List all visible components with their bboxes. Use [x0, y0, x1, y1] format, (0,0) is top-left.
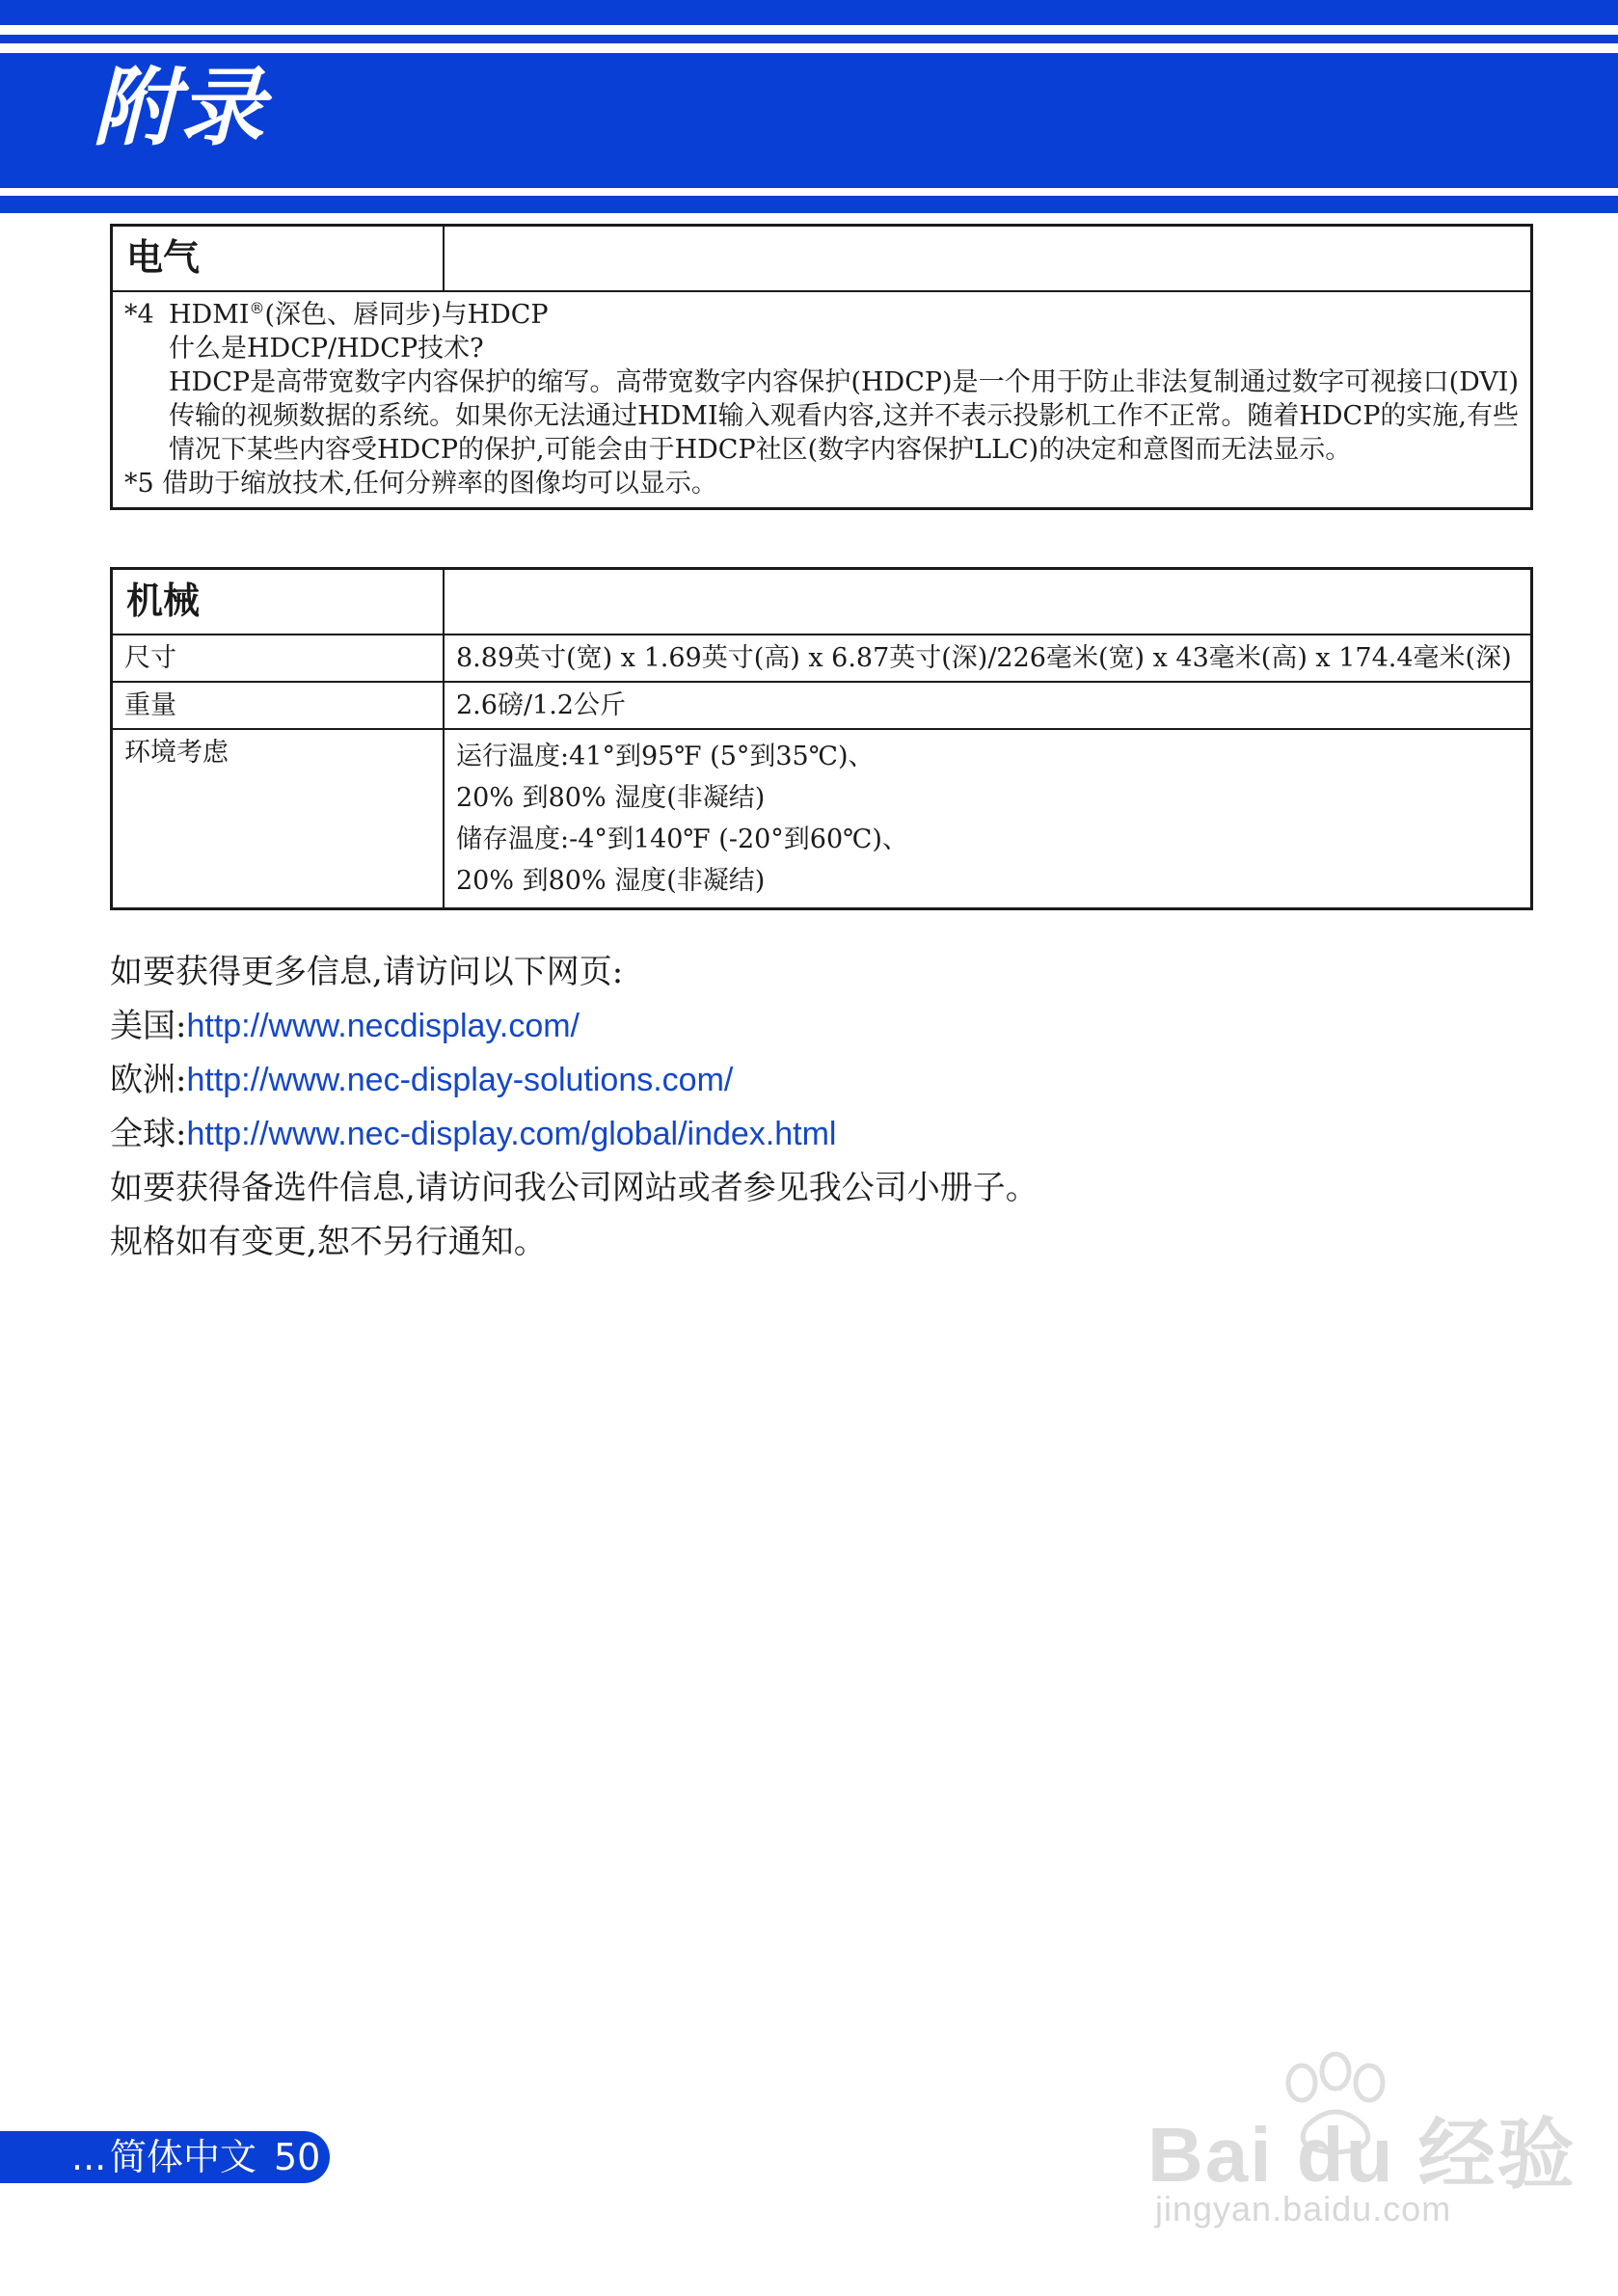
link-row-global [110, 1107, 1038, 1161]
link-us[interactable]: http://www.necdisplay.com/ [186, 1008, 580, 1044]
note4-mark: *4 [124, 300, 154, 330]
electrical-header-empty [444, 226, 1532, 292]
note4-heading-pre: HDMI [169, 300, 250, 330]
header-stripe-thin [0, 35, 1618, 43]
link-row-europe [110, 1053, 1038, 1107]
footer-page-tab [0, 2131, 330, 2183]
table-row [112, 729, 1532, 909]
page-number: 50 [274, 2136, 321, 2178]
note5: *5 借助于缩放技术,任何分辨率的图像均可以显示。 [124, 469, 717, 500]
table-row [112, 682, 1532, 729]
page-title: 附录 [93, 58, 267, 157]
env-line: 20% 到80% 湿度(非凝结) [456, 866, 766, 897]
table-row [112, 635, 1532, 682]
info-intro: 如要获得更多信息,请访问以下网页: [110, 953, 624, 991]
watermark-brand: Bai du 经验 [1147, 2112, 1577, 2198]
note4-heading [124, 298, 1519, 332]
dimensions-value: 8.89英寸(宽) x 1.69英寸(高) x 6.87英寸(深)/226毫米(宽) x 43毫米(高) x 174.4毫米(深) [444, 635, 1532, 682]
env-line: 运行温度:41°到95℉ (5°到35℃)、 [456, 742, 875, 772]
environment-values [444, 729, 1532, 909]
registered-mark: ® [249, 299, 265, 317]
info-section [110, 945, 1038, 1269]
env-line: 20% 到80% 湿度(非凝结) [456, 783, 766, 814]
note4-heading-post: (深色、唇同步)与HDCP [264, 300, 549, 330]
weight-value: 2.6磅/1.2公斤 [444, 682, 1532, 729]
mechanical-header-row [112, 569, 1532, 635]
mechanical-title: 机械 [112, 569, 445, 635]
electrical-notes-row [112, 291, 1532, 508]
link-europe[interactable]: http://www.nec-display-solutions.com/ [186, 1062, 734, 1098]
note4-question: 什么是HDCP/HDCP技术? [169, 334, 484, 365]
electrical-title: 电气 [112, 226, 445, 292]
mechanical-header-empty [444, 569, 1532, 635]
region-label: 美国: [110, 1007, 187, 1045]
environment-label: 环境考虑 [112, 729, 445, 909]
electrical-notes [112, 291, 1532, 508]
header-stripe-bottom [0, 196, 1618, 213]
header-stripe-top [0, 0, 1618, 25]
disclaimer: 规格如有变更,恕不另行通知。 [110, 1223, 547, 1261]
link-global[interactable]: http://www.nec-display.com/global/index.html [186, 1116, 837, 1152]
footer-dots: ... [71, 2136, 107, 2178]
region-label: 欧洲: [110, 1061, 187, 1099]
parts-info: 如要获得备选件信息,请访问我公司网站或者参见我公司小册子。 [110, 1169, 1038, 1207]
dimensions-label: 尺寸 [112, 635, 445, 682]
watermark-url: jingyan.baidu.com [1155, 2189, 1452, 2228]
env-line: 储存温度:-4°到140℉ (-20°到60℃)、 [456, 824, 908, 855]
footer-language: 简体中文 [110, 2136, 257, 2178]
note4-body: HDCP是高带宽数字内容保护的缩写。高带宽数字内容保护(HDCP)是一个用于防止非法复制通过数字可视接口(DVI)传输的视频数据的系统。如果你无法通过HDMI输入观看内容,这并不表示投影机工作不正常。随着HDCP的实施,有些情况下某些内容受HDCP的保护,可能会由于HDCP社区(数字内容保护LLC)的决定和意图而无法显示。 [169, 367, 1519, 466]
weight-label: 重量 [112, 682, 445, 729]
electrical-table [110, 224, 1533, 510]
mechanical-table [110, 567, 1533, 910]
link-row-us [110, 999, 1038, 1053]
region-label: 全球: [110, 1115, 187, 1153]
electrical-header-row [112, 226, 1532, 292]
